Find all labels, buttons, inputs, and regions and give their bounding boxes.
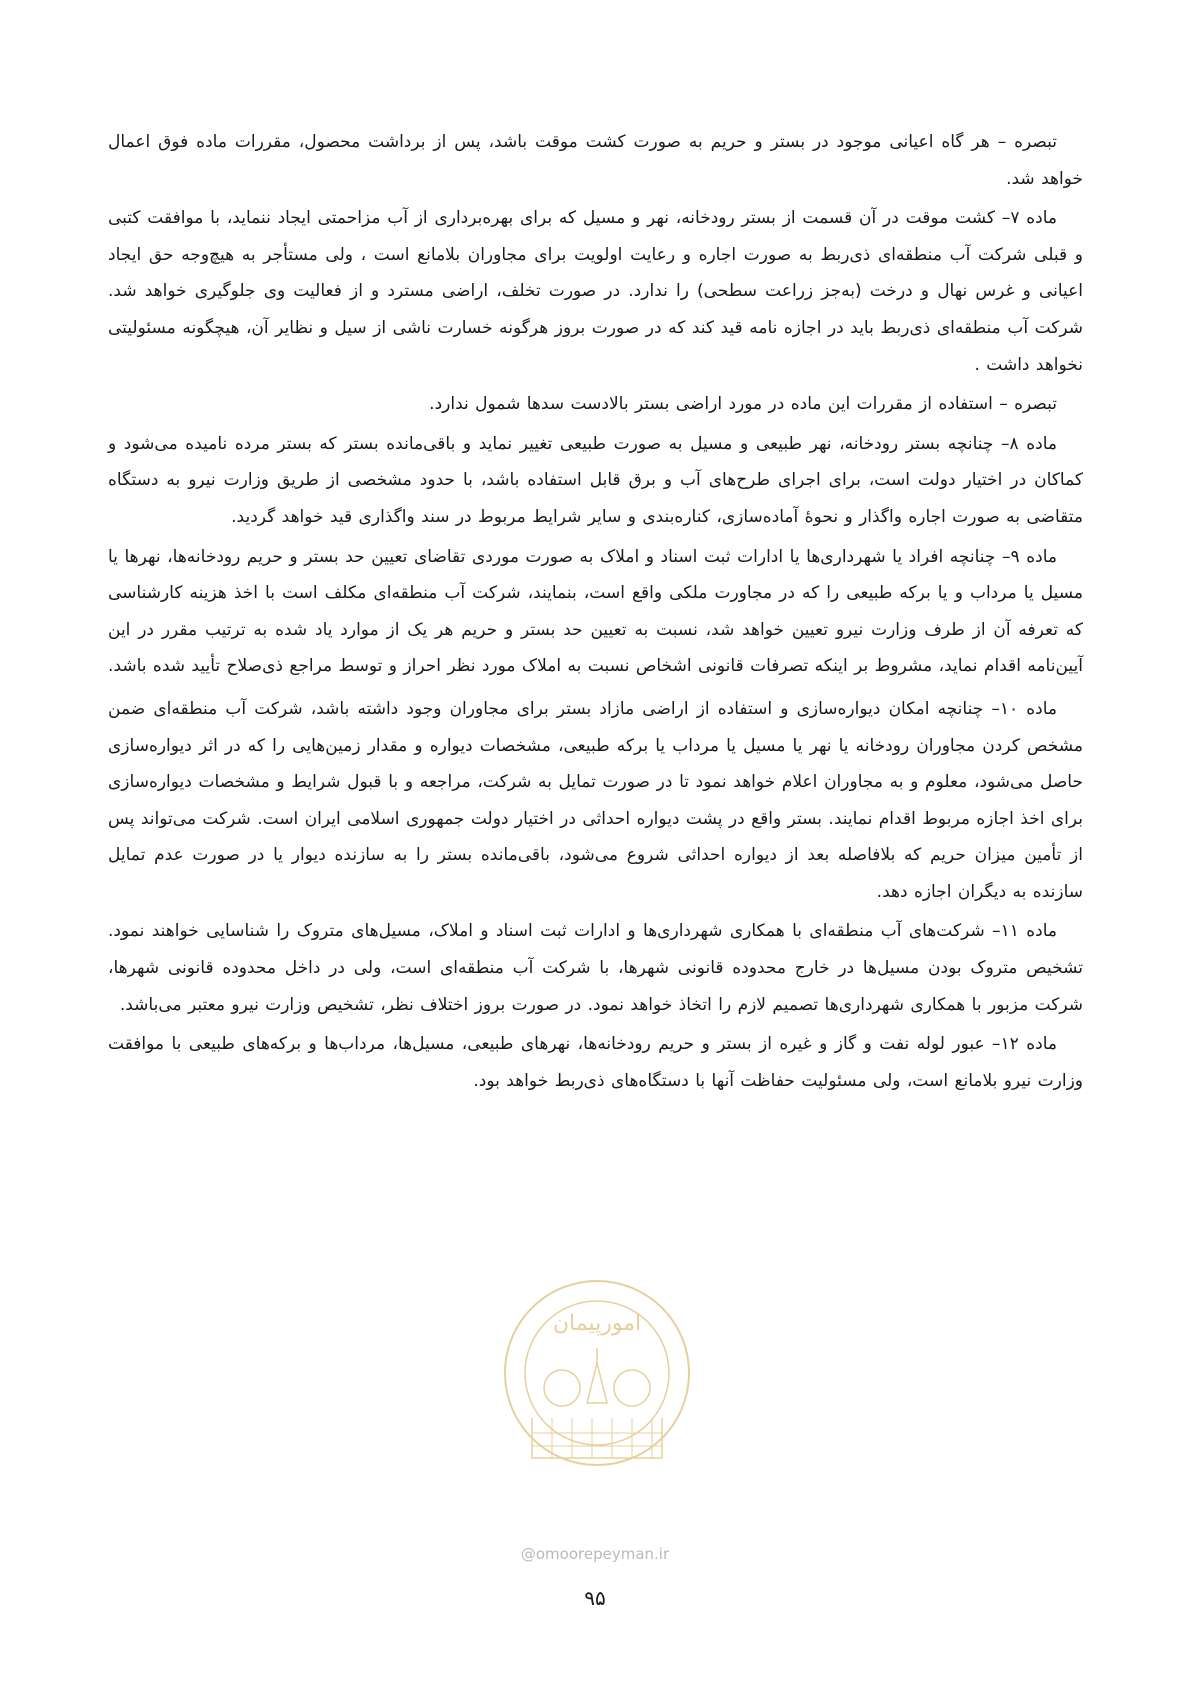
paragraph-article-11: ماده ۱۱– شرکت‌های آب منطقه‌ای با همکاری شهرداری‌ها و ادارات ثبت اسناد و املاک، مسیل‌های متروک را شناسایی خواهند نمود. تشخیص متروک بودن مسیل‌ها در خارج محدوده قانونی شهرها، با شرکت آب منطقه‌ای است، ولی در داخل محدوده قانونی شهرها، شرکت مزبور با همکاری شهرداری‌ها تصمیم لازم را اتخاذ خواهد نمود. در صورت بروز اختلاف نظر، تشخیص وزارت نیرو معتبر می‌باشد. bbox=[108, 921, 1083, 1015]
document-body bbox=[108, 124, 1083, 1102]
watermark-logo-text: امورپیمان bbox=[552, 1311, 642, 1336]
paragraph-article-9: ماده ۹– چنانچه افراد یا شهرداری‌ها یا ادارات ثبت اسناد و املاک به صورت موردی تقاضای تعیین حد بستر و حریم رودخانه‌ها، نهرها یا مسیل یا مرداب و یا برکه طبیعی را که در مجاورت ملکی واقع است، بنمایند، شرکت آب منطقه‌ای مکلف است با اخذ هزینه کارشناسی که تعرفه آن از طرف وزارت نیرو تعیین خواهد شد، نسبت به تعیین حد بستر و حریم هر یک از موارد یاد شده به ترتیب مقرر در این آیین‌نامه اقدام نماید، مشروط بر اینکه تصرفات قانونی اشخاص نسبت به املاک مورد نظر احراز و توسط مراجع ذی‌صلاح تأیید شده باشد. bbox=[108, 546, 1083, 677]
paragraph-article-8: ماده ۸– چنانچه بستر رودخانه، نهر طبیعی و مسیل به صورت طبیعی تغییر نماید و باقی‌مانده بستر که بستر مرده نامیده می‌شود و کماکان در اختیار دولت است، برای اجرای طرح‌های آب و برق قابل استفاده باشد، با حدود مشخصی از طریق وزارت نیرو به دستگاه متقاضی به صورت اجاره واگذار و نحوهٔ آماده‌سازی، کناره‌بندی و سایر شرایط مربوط در سند واگذاری قید خواهد گردید. bbox=[108, 433, 1083, 527]
watermark-logo bbox=[492, 1268, 702, 1498]
paragraph-article-7: ماده ۷– کشت موقت در آن قسمت از بستر رودخانه، نهر و مسیل که برای بهره‌برداری از آب مزاحمتی ایجاد ننماید، با موافقت کتبی و قبلی شرکت آب منطقه‌ای ذی‌ربط به صورت اجاره و رعایت اولویت برای مجاوران بلامانع است ، ولی مستأجر به هیچ‌وجه حق ایجاد اعیانی و غرس نهال و درخت (به‌جز زراعت سطحی) را ندارد. در صورت تخلف، اراضی مسترد و از فعالیت وی جلوگیری خواهد شد. شرکت آب منطقه‌ای ذی‌ربط باید در اجازه نامه قید کند که در صورت بروز هرگونه خسارت ناشی از سیل و نظایر آن، هیچگونه مسئولیتی نخواهد داشت . bbox=[108, 208, 1083, 375]
paragraph-article-10: ماده ۱۰– چنانچه امکان دیواره‌سازی و استفاده از اراضی مازاد بستر برای مجاوران وجود داشته باشد، شرکت آب منطقه‌ای ضمن مشخص کردن مجاوران رودخانه یا نهر یا مسیل یا مرداب یا برکه طبیعی، مشخصات دیواره و مقدار زمین‌هایی را که در اثر دیواره‌سازی حاصل می‌شود، معلوم و به مجاوران اعلام خواهد نمود تا در صورت تمایل به شرکت، مراجعه و با قبول شرایط و مشخصات دیواره‌سازی برای اخذ اجازه مربوط اقدام نمایند. بستر واقع در پشت دیواره احداثی در اختیار دولت جمهوری اسلامی ایران است. شرکت می‌تواند پس از تأمین میزان حریم که بلافاصله بعد از دیواره احداثی شروع می‌شود، باقی‌مانده بستر را به سازنده دیوار یا در صورت عدم تمایل سازنده به دیگران اجازه دهد. bbox=[108, 698, 1083, 902]
page-number: ۹۵ bbox=[584, 1586, 606, 1610]
paragraph-article-12: ماده ۱۲– عبور لوله نفت و گاز و غیره از بستر و حریم رودخانه‌ها، نهرهای طبیعی، مسیل‌ها، مرداب‌ها و برکه‌های طبیعی با موافقت وزارت نیرو بلامانع است، ولی مسئولیت حفاظت آنها با دستگاه‌های ذی‌ربط خواهد بود. bbox=[108, 1034, 1083, 1091]
paragraph-note-1: تبصره – هر گاه اعیانی موجود در بستر و حریم به صورت کشت موقت باشد، پس از برداشت محصول، مقررات ماده فوق اعمال خواهد شد. bbox=[108, 132, 1083, 189]
watermark-site-text: @omoorepeyman.ir bbox=[520, 1545, 670, 1563]
paragraph-note-2: تبصره – استفاده از مقررات این ماده در مورد اراضی بستر بالادست سدها شمول ندارد. bbox=[429, 394, 1057, 415]
